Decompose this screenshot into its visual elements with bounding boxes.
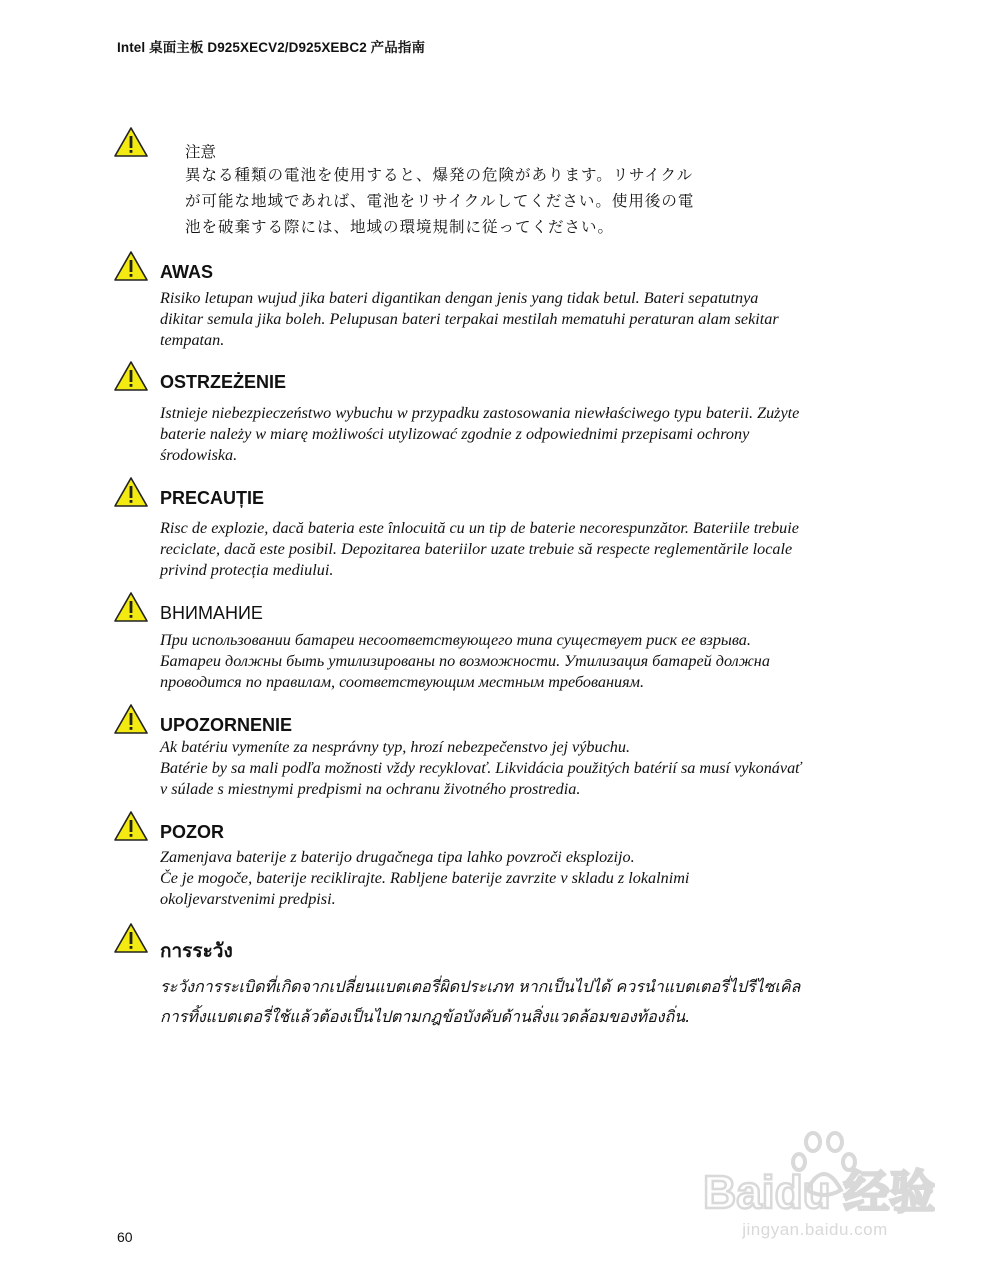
- warning-line: Батареи должны быть утилизированы по возможности. Утилизация батарей должна: [160, 652, 770, 670]
- warning-triangle-icon: [113, 360, 149, 392]
- warning-text: [160, 972, 920, 1032]
- warning-text: [160, 737, 900, 800]
- page-number: 60: [117, 1229, 133, 1245]
- warning-line: tempatan.: [160, 331, 225, 349]
- warning-line: การทิ้งแบตเตอรี่ใช้แล้วต้องเป็นไปตามกฎข้อบังคับด้านสิ่งแวดล้อมของท้องถิ่น.: [160, 1007, 691, 1026]
- watermark-url: jingyan.baidu.com: [742, 1220, 888, 1239]
- warning-line: Če je mogoče, baterije reciklirajte. Rabljene baterije zavrzite v skladu z lokalnimi: [160, 869, 690, 887]
- warning-title: OSTRZEŻENIE: [160, 372, 287, 392]
- warning-text: [160, 403, 900, 466]
- baidu-paw-logo-icon: [695, 1128, 935, 1220]
- warning-text: [160, 518, 900, 581]
- watermark-logo-text: Baidu 经验: [703, 1166, 935, 1218]
- warning-line: Risiko letupan wujud jika bateri digantikan dengan jenis yang tidak betul. Bateri sepatutnya: [160, 289, 759, 307]
- warning-triangle-icon: [113, 476, 149, 508]
- warning-title: PRECAUȚIE: [160, 488, 265, 508]
- warning-line: が可能な地域であれば、電池をリサイクルしてください。使用後の電: [185, 192, 695, 210]
- warning-line: 池を破棄する際には、地域の環境規制に従ってください。: [185, 218, 615, 236]
- warning-triangle-icon: [113, 703, 149, 735]
- warning-line: privind protecția mediului.: [160, 561, 334, 579]
- warning-line: Zamenjava baterije z baterijo drugačnega tipa lahko povzroči eksplozijo.: [160, 848, 635, 866]
- warning-line: 異なる種類の電池を使用すると、爆発の危険があります。リサイクル: [185, 166, 694, 184]
- warning-title: การระวัง: [160, 940, 233, 962]
- warning-text: [160, 288, 900, 351]
- running-header: Intel 桌面主板 D925XECV2/D925XEBC2 产品指南: [117, 40, 426, 55]
- warning-line: Ak batériu vymeníte za nesprávny typ, hrozí nebezpečenstvo jej výbuchu.: [160, 738, 631, 756]
- warning-line: baterie należy w miarę możliwości utylizować zgodnie z odpowiednimi przepisami ochrony: [160, 425, 750, 443]
- warning-title: ВНИМАНИЕ: [160, 603, 263, 623]
- warning-line: reciclate, dacă este posibil. Depozitarea bateriilor uzate trebuie să respecte reglementările locale: [160, 540, 793, 558]
- warning-line: dikitar semula jika boleh. Pelupusan bateri terpakai mestilah mematuhi peraturan alam sekitar: [160, 310, 779, 328]
- warning-text: [185, 162, 745, 240]
- warning-line: v súlade s miestnymi predpismi na ochranu životného prostredia.: [160, 780, 581, 798]
- warning-triangle-icon: [113, 126, 149, 158]
- warning-line: okoljevarstvenimi predpisi.: [160, 890, 336, 908]
- warning-line: При использовании батареи несоответствующего типа существует риск ее взрыва.: [160, 631, 751, 649]
- warning-triangle-icon: [113, 922, 149, 954]
- warning-line: Istnieje niebezpieczeństwo wybuchu w przypadku zastosowania niewłaściwego typu baterii. Zużyte: [160, 404, 800, 422]
- warning-line: Batérie by sa mali podľa možnosti vždy recyklovať. Likvidácia použitých batérií sa musí vykonávať: [160, 759, 802, 777]
- warning-title: 注意: [185, 143, 217, 161]
- warning-line: środowiska.: [160, 446, 238, 464]
- warning-title: POZOR: [160, 822, 225, 842]
- warning-line: проводится по правилам, соответствующим местным требованиям.: [160, 673, 645, 691]
- warning-line: ระวังการระเบิดที่เกิดจากเปลี่ยนแบตเตอรี่ผิดประเภท หากเป็นไปได้ ควรนำแบตเตอรี่ไปรีไซเคิล: [160, 977, 801, 996]
- warning-title: AWAS: [160, 262, 214, 282]
- warning-text: [160, 847, 900, 910]
- warning-title: UPOZORNENIE: [160, 715, 293, 735]
- warning-triangle-icon: [113, 810, 149, 842]
- warning-triangle-icon: [113, 250, 149, 282]
- baidu-watermark: [695, 1128, 935, 1246]
- warning-line: Risc de explozie, dacă bateria este înlocuită cu un tip de baterie necorespunzător. Bateriile trebuie: [160, 519, 799, 537]
- warning-text: [160, 630, 900, 693]
- warning-triangle-icon: [113, 591, 149, 623]
